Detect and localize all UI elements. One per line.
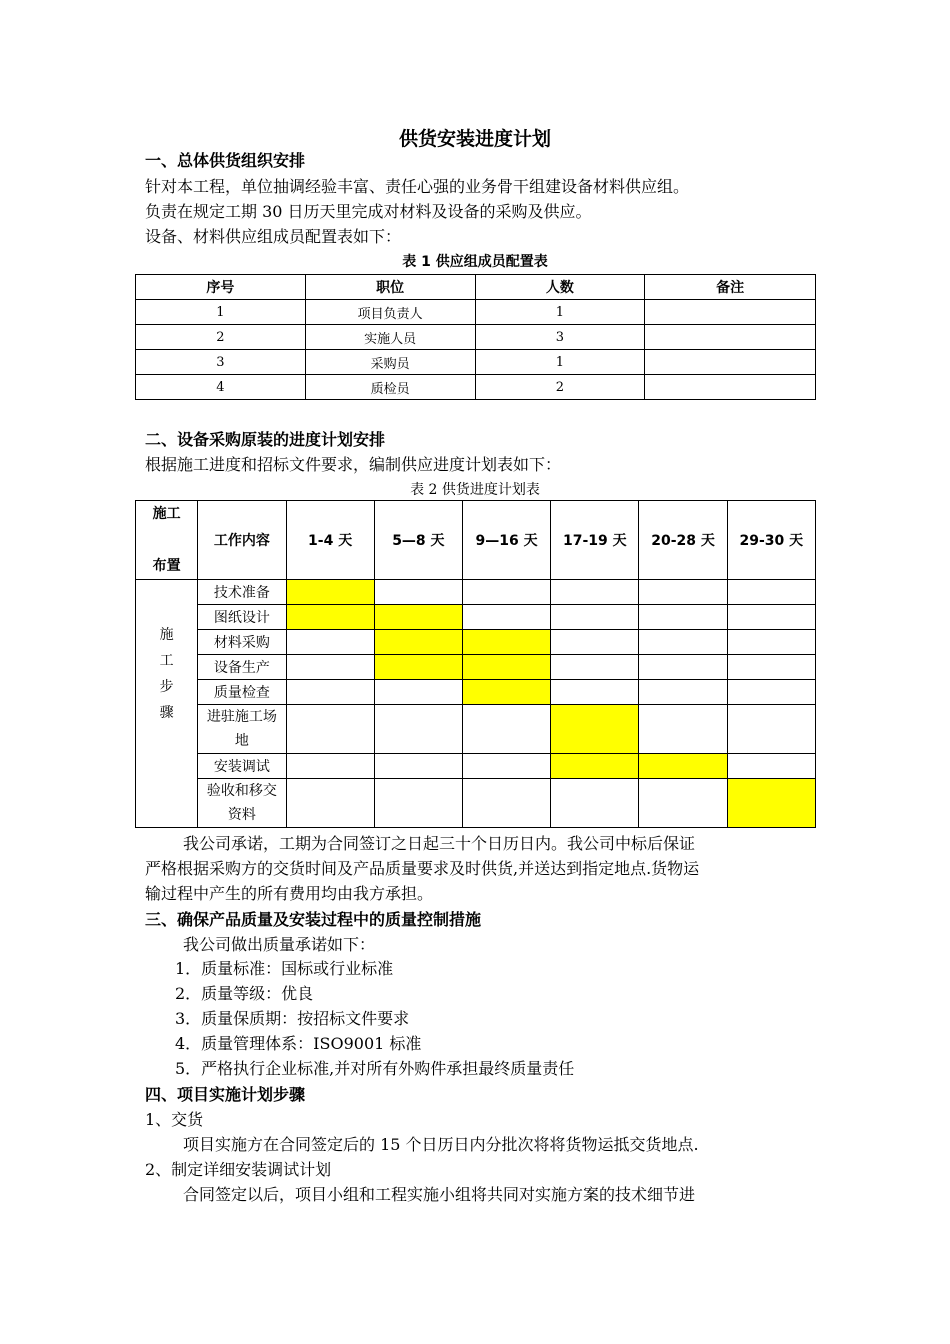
- schedule-cell: [286, 630, 374, 655]
- schedule-row: [136, 754, 816, 779]
- schedule-cell: [551, 655, 639, 680]
- table-cell: 质检员: [305, 375, 475, 400]
- row-group-label: [136, 580, 198, 828]
- task-name-line: 设备生产: [213, 660, 270, 676]
- schedule-cell-filled: [286, 605, 374, 630]
- schedule-cell: [374, 779, 462, 828]
- section-4-heading: 四、项目实施计划步骤: [145, 1085, 306, 1104]
- schedule-cell-filled: [374, 655, 462, 680]
- schedule-cell: [639, 779, 727, 828]
- schedule-cell-filled: [639, 754, 727, 779]
- schedule-cell: [639, 605, 727, 630]
- schedule-cell: [727, 630, 815, 655]
- page-title: 供货安装进度计划: [398, 128, 551, 150]
- table-row: [136, 300, 816, 325]
- schedule-cell: [374, 580, 462, 605]
- schedule-cell: [639, 680, 727, 705]
- section-2-paragraph-2c: 输过程中产生的所有费用均由我方承担。: [145, 884, 434, 903]
- table-2-caption: 表 2 供货进度计划表: [410, 482, 540, 498]
- column-header: 29-30 天: [727, 501, 815, 580]
- quality-item: 4．质量管理体系：ISO9001 标准: [175, 1034, 422, 1053]
- section-1-paragraph-3: 设备、材料供应组成员配置表如下：: [145, 227, 402, 246]
- table-cell: 项目负责人: [305, 300, 475, 325]
- column-header: 职位: [305, 275, 475, 300]
- task-name-line: 图纸设计: [213, 610, 270, 626]
- schedule-cell: [551, 630, 639, 655]
- section-4-sub-2: 2、制定详细安装调试计划: [145, 1160, 332, 1179]
- schedule-cell: [551, 580, 639, 605]
- section-2-paragraph-2b: 严格根据采购方的交货时间及产品质量要求及时供货,并送达到指定地点.货物运: [145, 859, 700, 878]
- column-header: 1-4 天: [286, 501, 374, 580]
- section-2-paragraph-2a: 我公司承诺，工期为合同签订之日起三十个日历日内。我公司中标后保证: [183, 834, 696, 853]
- column-header-layout: [136, 501, 198, 580]
- schedule-cell: [639, 630, 727, 655]
- task-name-line: 质量检查: [213, 685, 270, 701]
- schedule-row: [136, 580, 816, 605]
- table-cell: 2: [136, 325, 306, 350]
- schedule-cell: [727, 605, 815, 630]
- row-group-char: 工: [159, 653, 174, 669]
- column-header: 备注: [645, 275, 816, 300]
- schedule-cell: [374, 680, 462, 705]
- schedule-cell-filled: [286, 580, 374, 605]
- quality-item: 2．质量等级：优良: [175, 984, 314, 1003]
- task-name-line: 进驻施工场: [206, 709, 277, 725]
- task-name: [198, 630, 286, 655]
- schedule-table: [135, 500, 816, 828]
- schedule-cell: [727, 680, 815, 705]
- table-cell: 实施人员: [305, 325, 475, 350]
- table-cell: 2: [475, 375, 645, 400]
- schedule-row: [136, 630, 816, 655]
- column-header: 工作内容: [198, 501, 286, 580]
- task-name: [198, 754, 286, 779]
- schedule-row: [136, 655, 816, 680]
- table-row: [136, 375, 816, 400]
- row-group-char: 施: [159, 627, 174, 643]
- schedule-cell-filled: [462, 630, 550, 655]
- schedule-cell: [462, 705, 550, 754]
- schedule-cell: [462, 580, 550, 605]
- task-name-line: 安装调试: [213, 759, 270, 775]
- task-name: [198, 779, 286, 828]
- section-4-sub-1: 1、交货: [145, 1110, 204, 1129]
- schedule-row: [136, 705, 816, 754]
- column-header: 9—16 天: [462, 501, 550, 580]
- task-name-line: 资料: [227, 807, 256, 823]
- table-row: [136, 350, 816, 375]
- schedule-cell-filled: [551, 705, 639, 754]
- schedule-cell-filled: [462, 655, 550, 680]
- table-cell: 采购员: [305, 350, 475, 375]
- column-header: 17-19 天: [551, 501, 639, 580]
- schedule-cell-filled: [374, 630, 462, 655]
- table-1-caption: 表 1 供应组成员配置表: [402, 254, 548, 270]
- task-name-line: 验收和移交: [206, 783, 277, 799]
- quality-item: 3．质量保质期：按招标文件要求: [175, 1009, 410, 1028]
- schedule-cell: [727, 754, 815, 779]
- header-layout-top: 施工: [152, 506, 181, 522]
- schedule-row: [136, 779, 816, 828]
- section-3-heading: 三、确保产品质量及安装过程中的质量控制措施: [145, 910, 482, 929]
- schedule-cell: [639, 705, 727, 754]
- table-cell: 3: [475, 325, 645, 350]
- section-2-heading: 二、设备采购原装的进度计划安排: [145, 430, 386, 449]
- header-layout-bottom: 布置: [152, 558, 181, 574]
- schedule-body: [136, 580, 816, 828]
- table-cell: [645, 350, 816, 375]
- section-4-paragraph-1: 项目实施方在合同签定后的 15 个日历日内分批次将将货物运抵交货地点.: [183, 1135, 699, 1154]
- schedule-cell: [374, 754, 462, 779]
- task-name: [198, 680, 286, 705]
- schedule-row: [136, 605, 816, 630]
- table-cell: [645, 375, 816, 400]
- table-cell: [645, 325, 816, 350]
- table-cell: 1: [475, 350, 645, 375]
- schedule-cell: [462, 779, 550, 828]
- row-group-char: 步: [159, 679, 174, 695]
- schedule-cell: [462, 754, 550, 779]
- task-name-line: 地: [234, 733, 249, 749]
- table-header-row: [136, 275, 816, 300]
- table-cell: 3: [136, 350, 306, 375]
- table-cell: 1: [475, 300, 645, 325]
- schedule-cell-filled: [727, 779, 815, 828]
- schedule-cell-filled: [551, 754, 639, 779]
- task-name-line: 材料采购: [213, 635, 270, 651]
- schedule-cell: [639, 580, 727, 605]
- task-name: [198, 705, 286, 754]
- schedule-cell-filled: [462, 680, 550, 705]
- table-cell: [645, 300, 816, 325]
- section-4-paragraph-2: 合同签定以后，项目小组和工程实施小组将共同对实施方案的技术细节进: [183, 1185, 696, 1204]
- column-header: 20-28 天: [639, 501, 727, 580]
- column-header: 人数: [475, 275, 645, 300]
- schedule-cell: [374, 705, 462, 754]
- schedule-cell: [551, 779, 639, 828]
- section-3-intro: 我公司做出质量承诺如下：: [183, 935, 376, 954]
- table-cell: 1: [136, 300, 306, 325]
- section-1-paragraph-1: 针对本工程，单位抽调经验丰富、责任心强的业务骨干组建设备材料供应组。: [145, 177, 690, 196]
- quality-item: 5．严格执行企业标准,并对所有外购件承担最终质量责任: [175, 1059, 575, 1078]
- task-name-line: 技术准备: [213, 585, 270, 601]
- schedule-cell: [727, 705, 815, 754]
- section-2-paragraph-1: 根据施工进度和招标文件要求，编制供应进度计划表如下：: [145, 455, 562, 474]
- task-name: [198, 655, 286, 680]
- staff-config-table: [135, 274, 816, 400]
- schedule-cell-filled: [374, 605, 462, 630]
- row-group-char: 骤: [159, 705, 174, 721]
- schedule-cell: [551, 605, 639, 630]
- schedule-cell: [727, 580, 815, 605]
- schedule-cell: [551, 680, 639, 705]
- section-1-heading: 一、总体供货组织安排: [145, 151, 306, 170]
- task-name: [198, 605, 286, 630]
- column-header: 序号: [136, 275, 306, 300]
- schedule-cell: [639, 655, 727, 680]
- table-header-row: [136, 501, 816, 580]
- schedule-row: [136, 680, 816, 705]
- table-cell: 4: [136, 375, 306, 400]
- column-header: 5—8 天: [374, 501, 462, 580]
- quality-item: 1．质量标准：国标或行业标准: [175, 959, 394, 978]
- task-name: [198, 580, 286, 605]
- section-1-paragraph-2: 负责在规定工期 30 日历天里完成对材料及设备的采购及供应。: [145, 202, 592, 221]
- schedule-cell: [286, 655, 374, 680]
- table-row: [136, 325, 816, 350]
- schedule-cell: [462, 605, 550, 630]
- schedule-cell: [286, 754, 374, 779]
- schedule-cell: [286, 705, 374, 754]
- schedule-cell: [286, 680, 374, 705]
- schedule-cell: [727, 655, 815, 680]
- schedule-cell: [286, 779, 374, 828]
